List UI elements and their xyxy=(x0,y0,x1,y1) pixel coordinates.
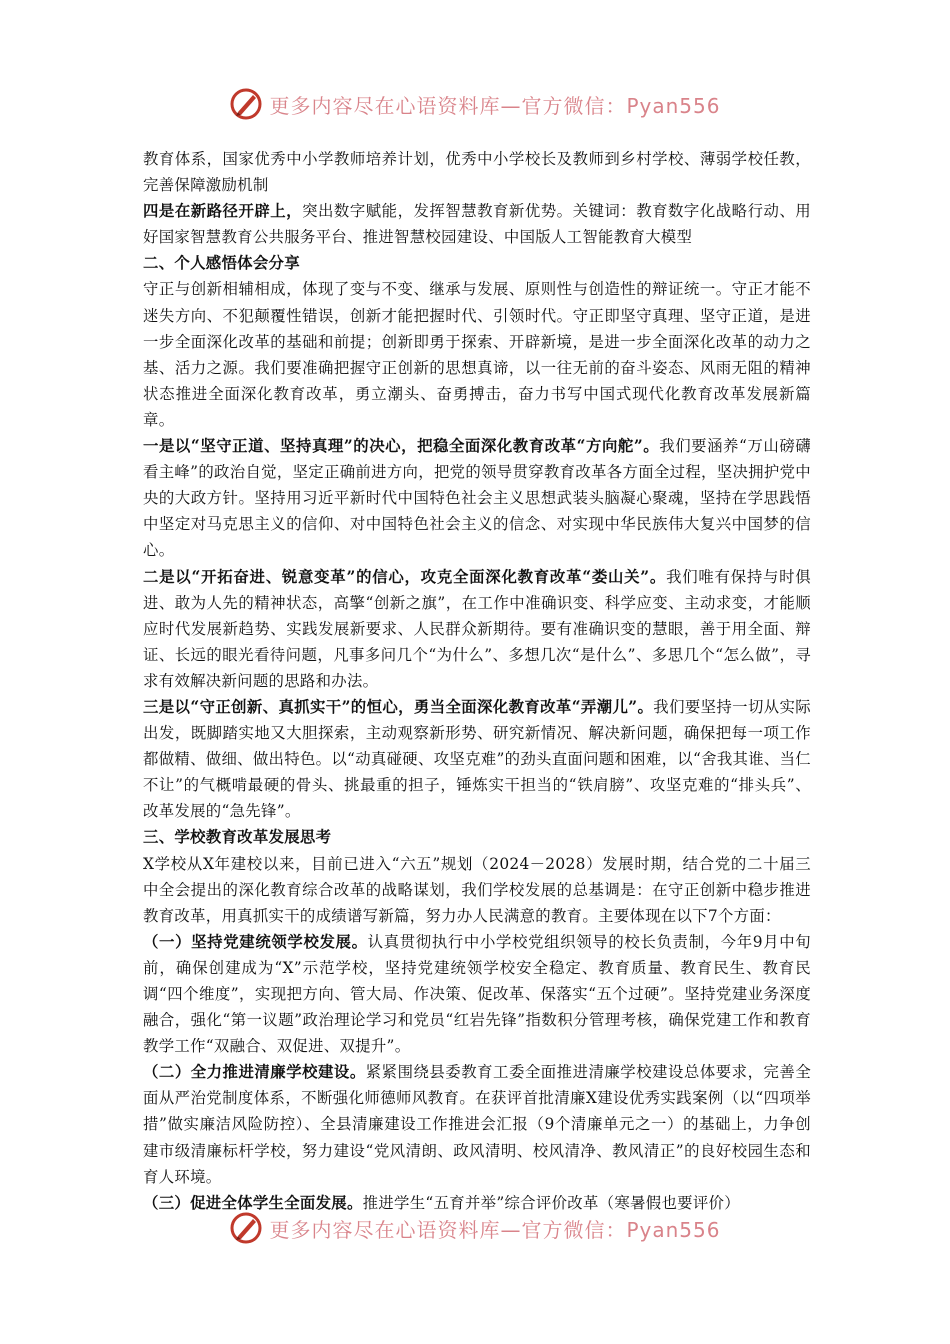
paragraph-text: 突出数字赋能，发挥智慧教育新优势。关键词：教育数字化战略行动、用好国家智慧教育公共服务平台、推进智慧校园建设、中国版人工智能教育大模型 xyxy=(143,202,811,247)
paragraph xyxy=(143,929,811,1059)
paragraph xyxy=(143,564,811,694)
document-body xyxy=(143,146,811,1216)
paragraph-text: 我们要坚持一切从实际出发，既脚踏实地又大胆探索，主动观察新形势、研究新情况、解决新问题，确保把每一项工作都做精、做细、做出特色。以“动真碰硬、攻坚克难”的劲头直面问题和困难，以“舍我其谁、当仁不让”的气概啃最硬的骨头、挑最重的担子，锤炼实干担当的“铁肩膀”、攻坚克难的“排头兵”、改革发展的“急先锋”。 xyxy=(143,697,811,821)
paragraph xyxy=(143,851,811,929)
watermark-text: 更多内容尽在心语资料库—官方微信：Pyan556 xyxy=(269,93,721,118)
paragraph-text: 守正与创新相辅相成，体现了变与不变、继承与发展、原则性与创造性的辩证统一。守正才能不迷失方向、不犯颠覆性错误，创新才能把握时代、引领时代。守正即坚守真理、坚守正道，是进一步全面深化改革的基础和前提；创新即勇于探索、开辟新境，是进一步全面深化改革的动力之基、活力之源。我们要准确把握守正创新的思想真谛，以一往无前的奋斗姿态、风雨无阻的精神状态推进全面深化教育改革，勇立潮头、奋勇搏击，奋力书写中国式现代化教育改革发展新篇章。 xyxy=(143,280,811,429)
paragraph-text: 教育体系，国家优秀中小学教师培养计划，优秀中小学校长及教师到乡村学校、薄弱学校任教，完善保障激励机制 xyxy=(143,150,811,195)
paragraph-text: 紧紧围绕县委教育工委全面推进清廉学校建设总体要求，完善全面从严治党制度体系，不断强化师德师风教育。在获评首批清廉X建设优秀实践案例（以“四项举措”做实廉洁风险防控）、全县清廉建设工作推进会汇报（9个清廉单元之一）的基础上，力争创建市级清廉标杆学校，努力建设“党风清朗、政风清明、校风清净、教风清正”的良好校园生态和育人环境。 xyxy=(143,1063,812,1186)
paragraph-text: 推进学生“五育并举”综合评价改革（寒暑假也要评价） xyxy=(362,1193,740,1212)
paragraph-lead: 一是以“坚守正道、坚持真理”的决心，把稳全面深化教育改革“方向舵”。 xyxy=(143,437,660,456)
paragraph-lead: （一）坚持党建统领学校发展。 xyxy=(143,932,368,951)
pen-logo-icon xyxy=(229,1211,263,1245)
paragraph-lead: 三是以“守正创新、真抓实干”的恒心，勇当全面深化教育改革“弄潮儿”。 xyxy=(143,697,654,716)
watermark-header xyxy=(0,84,950,124)
pen-logo-icon xyxy=(229,87,263,121)
paragraph-text: 我们唯有保持与时俱进、敢为人先的精神状态，高擎“创新之旗”，在工作中准确识变、科学应变、主动求变，才能顺应时代发展新趋势、实践发展新要求、人民群众新期待。要有准确识变的慧眼，善于用全面、辩证、长远的眼光看待问题，凡事多问几个“为什么”、多想几次“是什么”、多思几个“怎么做”，寻求有效解决新问题的思路和办法。 xyxy=(143,567,811,690)
paragraph-lead: 四是在新路径开辟上， xyxy=(143,202,303,221)
paragraph-text: X学校从X年建校以来，目前已进入“六五”规划（2024－2028）发展时期，结合党的二十届三中全会提出的深化教育综合改革的战略谋划，我们学校发展的总基调是：在守正创新中稳步推进教育改革，用真抓实干的成绩谱写新篇，努力办人民满意的教育。主要体现在以下7个方面： xyxy=(143,854,811,925)
paragraph xyxy=(143,433,811,563)
paragraph-text: 我们要涵养“万山磅礴看主峰”的政治自觉，坚定正确前进方向，把党的领导贯穿教育改革各方面全过程，坚决拥护党中央的大政方针。坚持用习近平新时代中国特色社会主义思想武装头脑凝心聚魂，坚持在学思践悟中坚定对马克思主义的信仰、对中国特色社会主义的信念、对实现中华民族伟大复兴中国梦的信心。 xyxy=(143,437,811,560)
paragraph-lead: （三）促进全体学生全面发展。 xyxy=(143,1193,363,1212)
watermark-footer xyxy=(0,1208,950,1248)
paragraph xyxy=(143,1059,811,1189)
section-heading: 三、学校教育改革发展思考 xyxy=(143,828,332,847)
paragraph xyxy=(143,146,811,198)
paragraph-text: 认真贯彻执行中小学校党组织领导的校长负责制，今年9月中旬前，确保创建成为“X”示范学校，坚持党建统领学校安全稳定、教育质量、教育民生、教育民调“四个维度”，实现把方向、管大局、作决策、促改革、保落实“五个过硬”。坚持党建业务深度融合，强化“第一议题”政治理论学习和党员“红岩先锋”指数积分管理考核，确保党建工作和教育教学工作“双融合、双促进、双提升”。 xyxy=(143,932,811,1056)
section-heading: 二、个人感悟体会分享 xyxy=(143,254,300,273)
paragraph xyxy=(143,198,811,250)
watermark-text: 更多内容尽在心语资料库—官方微信：Pyan556 xyxy=(269,1217,721,1242)
paragraph xyxy=(143,276,811,433)
paragraph xyxy=(143,694,811,824)
paragraph-lead: 二是以“开拓奋进、锐意变革”的信心，攻克全面深化教育改革“娄山关”。 xyxy=(143,567,667,586)
paragraph-lead: （二）全力推进清廉学校建设。 xyxy=(143,1063,366,1082)
